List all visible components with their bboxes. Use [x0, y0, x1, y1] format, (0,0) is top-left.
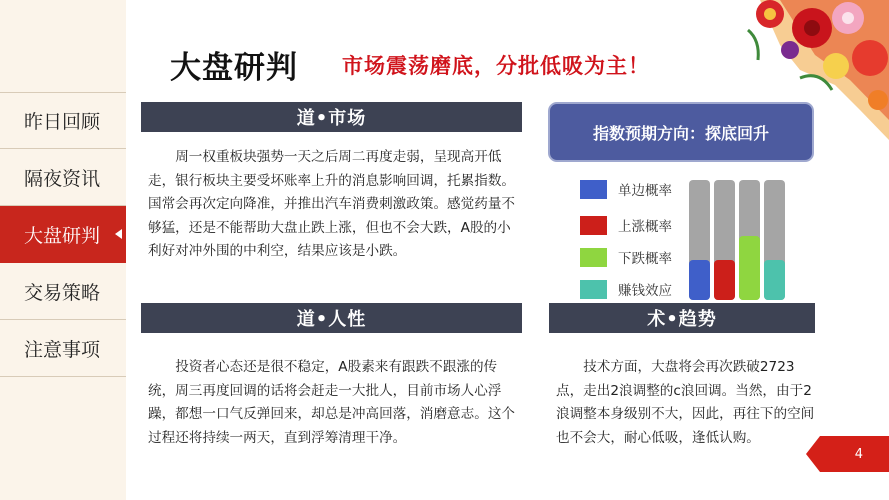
section-header-human: 道•人性 — [141, 303, 522, 333]
nav-item-overnight-news[interactable] — [0, 149, 126, 206]
legend-item — [580, 179, 672, 199]
side-nav — [0, 92, 126, 377]
section-text-trend: 技术方面，大盘将会再次跌破2723点，走出2浪调整的c浪回调。当然，由于2浪调整本身级别不大，因此，再往下的空间也不会大，耐心低吸，逢低认购。 — [556, 359, 815, 446]
section-header-trend: 术•趋势 — [549, 303, 815, 333]
legend-label: 下跌概率 — [618, 251, 672, 267]
nav-item-label: 大盘研判 — [24, 224, 101, 247]
bar-profit-effect — [764, 260, 785, 300]
legend-label: 上涨概率 — [618, 219, 672, 235]
page-title: 大盘研判 — [170, 50, 298, 86]
section-text-market: 周一权重板块强势一天之后周二再度走弱，呈现高开低走，银行板块主要受坏账率上升的消息影响回调，托累指数。国常会再次定向降准，并推出汽车消费刺激政策。感觉药量不够猛，还是不能帮助大盘止跌上涨，但也不会大跌，A股的小利好对冲外围的中利空，结果应该是小跌。 — [148, 149, 516, 259]
page-subtitle: 市场震荡磨底，分批低吸为主！ — [342, 54, 650, 78]
nav-item-label: 隔夜资讯 — [24, 167, 101, 190]
legend-swatch — [580, 180, 607, 199]
nav-item-label: 昨日回顾 — [24, 111, 101, 133]
legend-swatch — [580, 280, 607, 299]
nav-item-label: 交易策略 — [24, 281, 101, 304]
legend-swatch — [580, 248, 607, 267]
nav-item-notes[interactable] — [0, 320, 126, 377]
bar-track — [764, 180, 785, 300]
bar-rise — [714, 260, 735, 300]
bar-fall — [739, 236, 760, 300]
bar-track — [714, 180, 735, 300]
probability-bar-chart — [687, 178, 787, 302]
bar-track — [689, 180, 710, 300]
legend-item — [580, 215, 672, 235]
nav-item-label: 注意事项 — [24, 338, 101, 361]
legend-item — [580, 247, 672, 267]
nav-item-review[interactable] — [0, 92, 126, 149]
nav-item-trading-strategy[interactable] — [0, 263, 126, 320]
page-number: 4 — [854, 446, 863, 462]
active-caret-icon — [115, 229, 122, 239]
nav-item-market-analysis[interactable] — [0, 206, 126, 263]
page-number-badge — [820, 436, 889, 472]
bar-track — [739, 180, 760, 300]
sidebar — [0, 0, 126, 500]
legend-label: 赚钱效应 — [618, 283, 672, 299]
legend-item — [580, 279, 672, 299]
bar-single-side — [689, 260, 710, 300]
section-header-market: 道•市场 — [141, 102, 522, 132]
legend-swatch — [580, 216, 607, 235]
legend-label: 单边概率 — [618, 183, 672, 199]
prediction-badge: 指数预期方向：探底回升 — [548, 102, 814, 162]
section-text-human: 投资者心态还是很不稳定，A股素来有跟跌不跟涨的传统，周三再度回调的话将会赶走一大批人，目前市场人心浮躁，都想一口气反弹回来，却总是冲高回落，消磨意志。这个过程还将持续一两天，直到浮筹清理干净。 — [148, 359, 516, 446]
